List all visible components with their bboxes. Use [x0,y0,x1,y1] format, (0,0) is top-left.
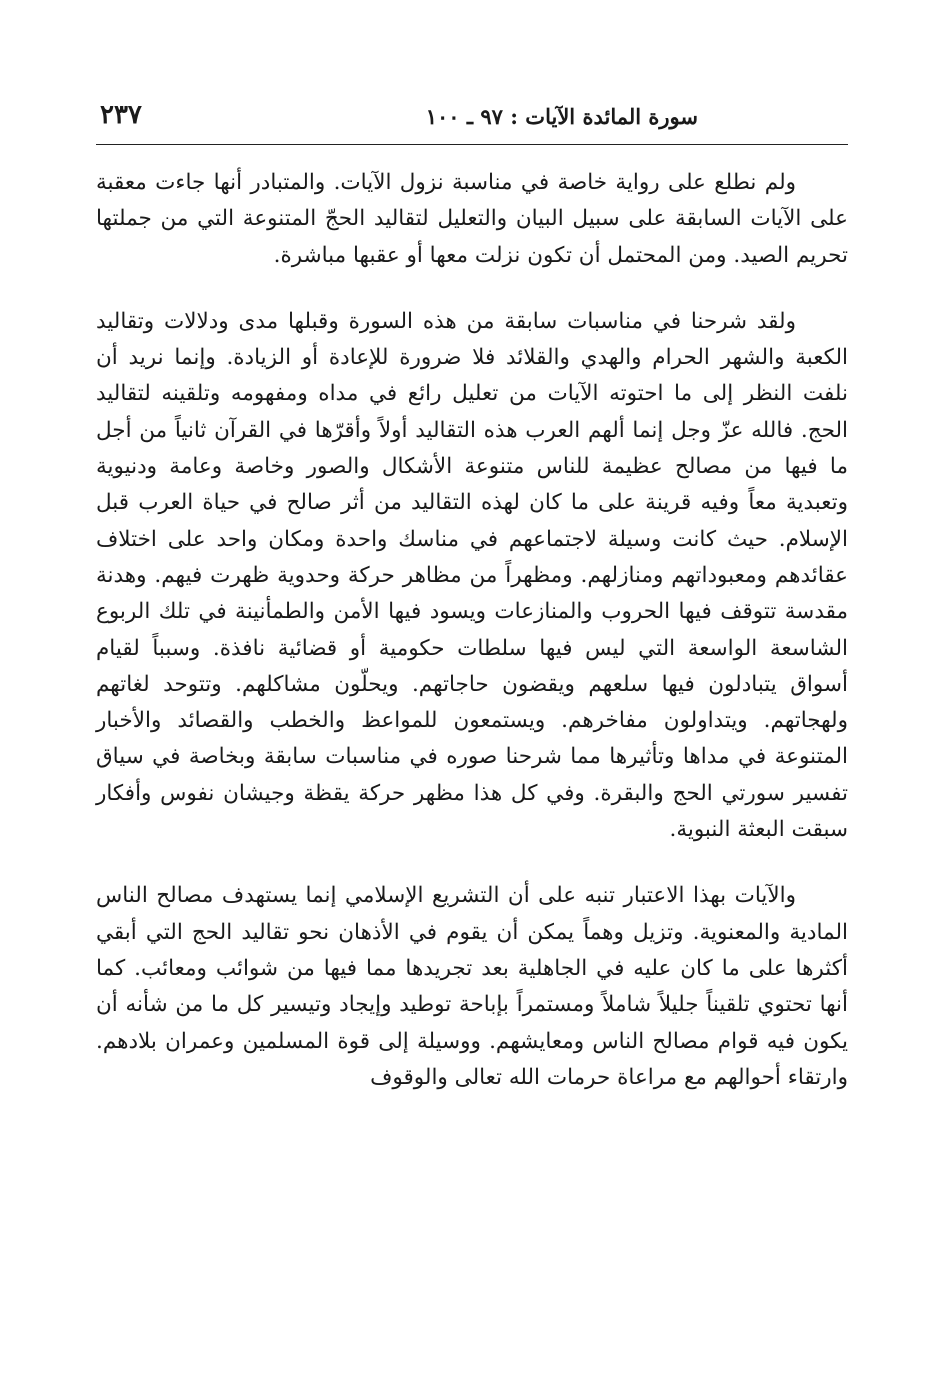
chapter-title: سورة المائدة الآيات : ٩٧ ـ ١٠٠ [425,104,698,129]
book-page [96,100,848,1340]
page-number: ٢٣٧ [100,100,142,130]
paragraph: ولقد شرحنا في مناسبات سابقة من هذه السورة وقبلها مدى ودلالات وتقاليد الكعبة والشهر الحرام والهدي والقلائد فلا ضرورة للإعادة أو الزيادة. وإنما نريد أن نلفت النظر إلى ما احتوته الآيات من تعليل رائع في مداه ومفهومه وتلقينه لتقاليد الحج. فالله عزّ وجل إنما ألهم العرب هذه التقاليد أولاً وأقرّها في القرآن ثانياً من أجل ما فيها من مصالح عظيمة للناس متنوعة الأشكال والصور وخاصة وعامة ودنيوية وتعبدية معاً وفيه قرينة على ما كان لهذه التقاليد من أثر صالح في حياة العرب قبل الإسلام. حيث كانت وسيلة لاجتماعهم في مناسك واحدة ومكان واحد على اختلاف عقائدهم ومعبوداتهم ومنازلهم. ومظهراً من مظاهر حركة وحدوية ظهرت فيهم. وهدنة مقدسة تتوقف فيها الحروب والمنازعات ويسود فيها الأمن والطمأنينة في تلك الربوع الشاسعة الواسعة التي ليس فيها سلطات حكومية أو قضائية نافذة. وسبباً لقيام أسواق يتبادلون فيها سلعهم ويقضون حاجاتهم. ويحلّون مشاكلهم. وتتوحد لغاتهم ولهجاتهم. ويتداولون مفاخرهم. ويستمعون للمواعظ والخطب والقصائد والأخبار المتنوعة في مداها وتأثيرها مما شرحنا صوره في مناسبات سابقة وبخاصة في سياق تفسير سورتي الحج والبقرة. وفي كل هذا مظهر حركة يقظة وجيشان نفوس وأفكار سبقت البعثة النبوية. [96,308,848,843]
running-header [96,100,848,145]
paragraph: والآيات بهذا الاعتبار تنبه على أن التشريع الإسلامي إنما يستهدف مصالح الناس المادية والمعنوية. وتزيل وهماً يمكن أن يقوم في الأذهان نحو تقاليد الحج التي أبقي أكثرها على ما كان عليه في الجاهلية بعد تجريدها مما فيها من شوائب ومعائب. كما أنها تحتوي تلقيناً جليلاً شاملاً ومستمراً بإباحة توطيد وإيجاد وتيسير كل ما من شأنه أن يكون فيه قوام مصالح الناس ومعايشهم. ووسيلة إلى قوة المسلمين وعمران بلادهم. وارتقاء أحوالهم مع مراعاة حرمات الله تعالى والوقوف [96,883,848,1090]
paragraph: ولم نطلع على رواية خاصة في مناسبة نزول الآيات. والمتبادر أنها جاءت معقبة على الآيات السابقة على سبيل البيان والتعليل لتقاليد الحجّ المتنوعة التي من جملتها تحريم الصيد. ومن المحتمل أن تكون نزلت معها أو عقبها مباشرة. [96,170,848,268]
page-body [96,165,848,1096]
